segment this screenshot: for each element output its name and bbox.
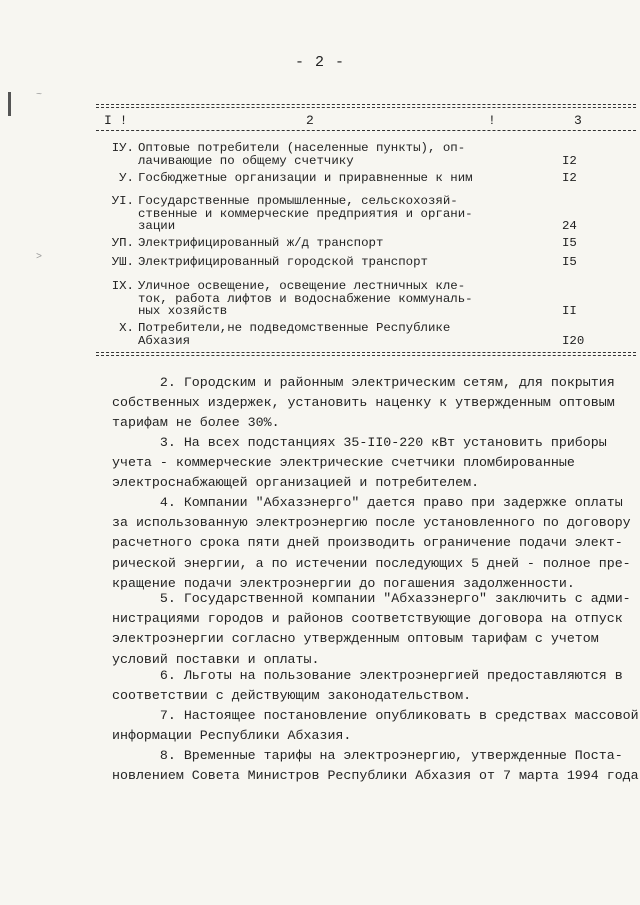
row-description [138,256,538,269]
row-number: IX. [111,279,134,293]
row-description-line: ственные и коммерческие предприятия и органи- [138,206,473,221]
row-description-line: Потребители,не подведомственные Республике [138,321,451,335]
margin-speck: > [36,252,43,263]
row-number: УШ. [111,255,134,269]
row-description-line: лачивающие по общему счетчику [138,153,354,168]
table-bottom-border [96,352,636,356]
paragraph-line: учета - коммерческие электрические счетчики пломбированные [112,455,575,471]
row-description-line: Абхазия [138,333,191,348]
table-header-divider [96,130,636,131]
column-header-3: 3 [574,113,582,128]
row-description [138,195,538,233]
paragraph-line: нистрациями городов и районов соответствующие договора на отпуск [112,611,623,627]
paragraph-4 [112,493,632,594]
margin-mark [8,92,11,116]
paragraph-line: 3. На всех подстанциях 35-II0-220 кВт установить приборы [112,435,607,450]
paragraph-line: информации Республики Абхазия. [112,728,352,744]
row-description-line: Оптовые потребители (населенные пункты), оп- [138,141,466,155]
row-description-line: Электрифицированный ж/д транспорт [138,236,384,250]
paragraph-line: новлением Совета Министров Республики Абхазия от 7 марта 1994 года [112,768,639,784]
row-description-line: Уличное освещение, освещение лестничных кле- [138,279,466,293]
row-number: У. [119,171,134,185]
row-tariff-value: I20 [562,333,585,348]
paragraph-7 [112,706,639,746]
margin-speck: ~ [36,90,43,101]
table-top-border [96,104,636,108]
paragraph-line: электроэнергии согласно утвержденным оптовым тарифам с учетом [112,631,599,647]
row-description [138,142,538,167]
row-tariff-value: I2 [562,171,577,185]
row-number: IУ. [111,141,134,155]
paragraph-8 [112,746,639,786]
paragraph-line: кращение подачи электроэнергии до погашения задолженности. [112,575,575,591]
row-description-line: ток, работа лифтов и водоснабжение коммуналь- [138,291,473,306]
paragraph-5 [112,589,632,670]
row-description [138,280,538,318]
row-description-line: зации [138,219,176,233]
paragraph-line: рической энергии, а по истечении последующих 5 дней - полное пре- [112,555,631,571]
row-tariff-value: I5 [562,236,577,250]
paragraph-line: за использованную электроэнергию после установленного по договору [112,515,631,531]
paragraph-2 [112,373,632,434]
row-number: УП. [111,236,134,250]
row-tariff-value: 24 [562,219,577,233]
row-number: УI. [111,194,134,208]
paragraph-line: тарифам не более 30%. [112,415,280,431]
paragraph-line: 4. Компании "Абхазэнерго" дается право при задержке оплаты [112,495,623,510]
column-separator: ! [488,113,496,128]
column-header-2: 2 [306,113,314,128]
paragraph-line: условий поставки и оплаты. [112,651,320,667]
paragraph-line: 6. Льготы на пользование электроэнергией предоставляются в [112,668,623,683]
row-description-line: Госбюджетные организации и приравненные к ним [138,171,473,185]
row-tariff-value: I2 [562,153,577,168]
paragraph-line: расчетного срока пяти дней производить ограничение подачи элект- [112,535,623,551]
row-tariff-value: II [562,304,577,318]
paragraph-line: 5. Государственной компании "Абхазэнерго" заключить с адми- [112,591,631,606]
column-header-1: I ! [104,113,128,128]
paragraph-3 [112,433,632,494]
row-description-line: ных хозяйств [138,304,228,318]
paragraph-line: 7. Настоящее постановление опубликовать в средствах массовой [112,708,639,723]
paragraph-line: собственных издержек, установить наценку к утвержденным оптовым [112,395,615,411]
row-tariff-value: I5 [562,255,577,269]
row-description [138,322,538,347]
paragraph-line: электроснабжающей организацией и потребителем. [112,475,480,491]
row-description [138,172,538,185]
paragraph-line: 8. Временные тарифы на электроэнергию, утвержденные Поста- [112,748,623,763]
row-number: X. [119,321,134,335]
paragraph-line: соответствии с действующим законодательством. [112,688,472,704]
row-description-line: Электрифицированный городской транспорт [138,255,428,269]
page-number: - 2 - [294,54,345,71]
paragraph-6 [112,666,632,706]
row-description [138,237,538,250]
row-description-line: Государственные промышленные, сельскохозяй- [138,194,458,208]
paragraph-line: 2. Городским и районным электрическим сетям, для покрытия [112,375,615,390]
